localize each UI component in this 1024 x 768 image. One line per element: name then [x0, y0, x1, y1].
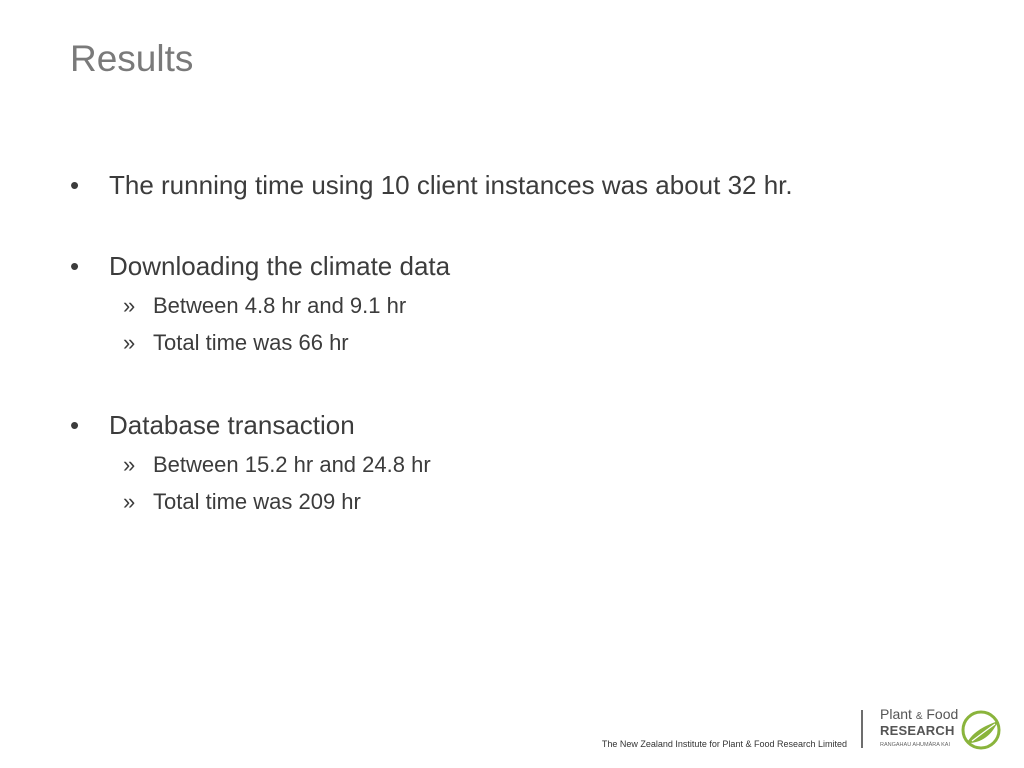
bullet-text: The running time using 10 client instances was about 32 hr.	[109, 170, 793, 200]
sub-bullet-item	[70, 483, 950, 520]
bullet-item	[70, 408, 950, 442]
sub-bullet-text: Total time was 66 hr	[153, 330, 349, 355]
sub-bullet-item	[70, 324, 950, 361]
bullet-marker: •	[70, 251, 80, 281]
bullet-text: Downloading the climate data	[109, 251, 451, 281]
sub-bullet-text: Between 4.8 hr and 9.1 hr	[153, 293, 407, 318]
slide-title: Results	[70, 38, 194, 79]
logo-line2: RESEARCH	[880, 723, 955, 738]
sub-bullet-item	[70, 287, 950, 324]
sub-bullet-marker: »	[123, 489, 136, 514]
company-logo	[880, 706, 1005, 754]
sub-bullet-marker: »	[123, 330, 136, 355]
bullet-marker: •	[70, 170, 80, 200]
bullet-text: Database transaction	[109, 410, 355, 440]
bullet-item	[70, 168, 950, 202]
sub-bullet-marker: »	[123, 452, 136, 477]
sub-bullet-marker: »	[123, 293, 136, 318]
logo-tagline: RANGAHAU AHUMĀRA KAI	[880, 742, 950, 748]
sub-bullet-text: Total time was 209 hr	[153, 489, 361, 514]
footer-organization: The New Zealand Institute for Plant & Food Research Limited	[601, 739, 847, 749]
sub-bullet-text: Between 15.2 hr and 24.8 hr	[153, 452, 431, 477]
sub-bullet-item	[70, 446, 950, 483]
logo-line1: Plant & Food	[880, 706, 959, 722]
bullet-list	[70, 168, 950, 520]
bullet-marker: •	[70, 410, 80, 440]
leaf-circle-icon	[960, 709, 1002, 751]
footer-divider	[861, 710, 863, 748]
bullet-item	[70, 249, 950, 283]
